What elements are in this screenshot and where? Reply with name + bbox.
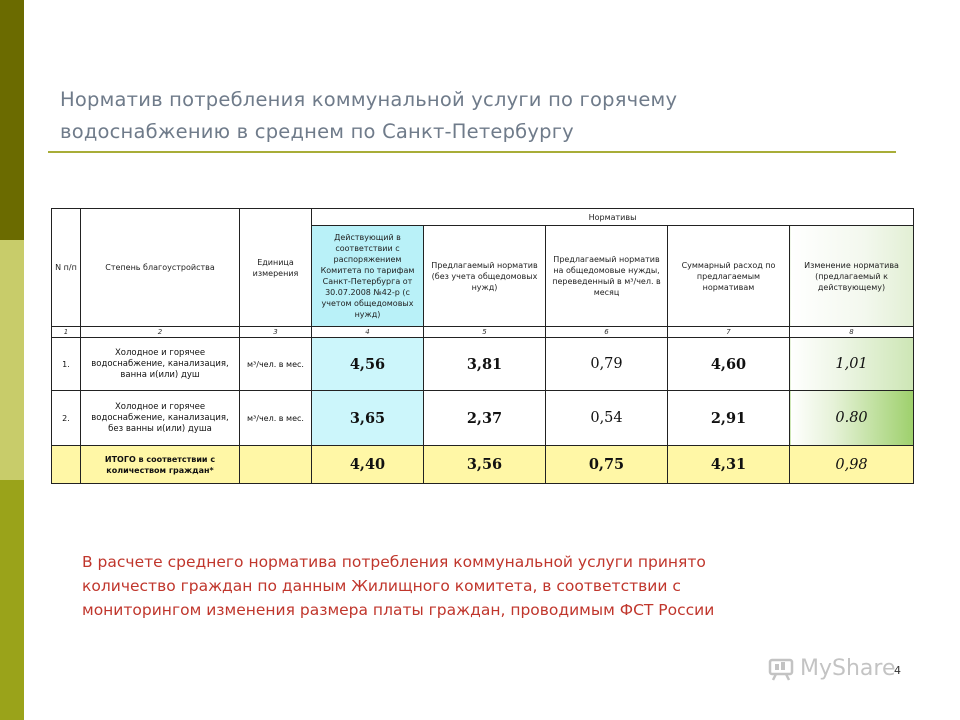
row-common-needs-norm: 0,54 — [546, 391, 668, 446]
footnote-line-3: мониторингом изменения размера платы граждан, проводимым ФСТ России — [82, 601, 715, 619]
col-number: 8 — [790, 327, 914, 338]
sidebar-band-middle — [0, 240, 24, 480]
sidebar-band-top — [0, 0, 24, 240]
watermark-text: MyShare — [800, 656, 896, 681]
col-number: 5 — [424, 327, 546, 338]
row-common-needs-norm: 0,79 — [546, 338, 668, 391]
slide-title-line-1: Норматив потребления коммунальной услуги по горячему — [60, 88, 678, 111]
sidebar-band-bottom — [0, 480, 24, 720]
footnote-line-1: В расчете среднего норматива потребления коммунальной услуги принято — [82, 553, 706, 571]
col-number: 6 — [546, 327, 668, 338]
row-number: 2. — [52, 391, 81, 446]
total-common-needs-norm: 0,75 — [546, 446, 668, 484]
table-row — [52, 338, 914, 391]
row-norm-change: 1,01 — [790, 338, 914, 391]
slide-title — [60, 84, 900, 148]
row-total-consumption: 4,60 — [668, 338, 790, 391]
total-consumption: 4,31 — [668, 446, 790, 484]
header-col7: Суммарный расход по предлагаемым нормативам — [668, 226, 790, 327]
col-number: 7 — [668, 327, 790, 338]
total-num-empty — [52, 446, 81, 484]
total-norm-change: 0,98 — [790, 446, 914, 484]
header-col4: Действующий в соответствии с распоряжением Комитета по тарифам Санкт-Петербурга от 30.07.2008 №42-р (с учетом общедомовых нужд) — [312, 226, 424, 327]
row-proposed-norm: 2,37 — [424, 391, 546, 446]
header-degree: Степень благоустройства — [81, 209, 240, 327]
row-degree: Холодное и горячее водоснабжение, канализация, без ванны и(или) душа — [81, 391, 240, 446]
table-row — [52, 391, 914, 446]
title-divider — [48, 151, 896, 153]
footnote-text — [82, 550, 882, 622]
col-number: 4 — [312, 327, 424, 338]
total-unit-empty — [240, 446, 312, 484]
header-col6: Предлагаемый норматив на общедомовые нужды, переведенный в м³/чел. в месяц — [546, 226, 668, 327]
row-degree: Холодное и горячее водоснабжение, канализация, ванна и(или) душ — [81, 338, 240, 391]
row-number: 1. — [52, 338, 81, 391]
col-number: 3 — [240, 327, 312, 338]
header-col5: Предлагаемый норматив (без учета общедомовых нужд) — [424, 226, 546, 327]
footnote-line-2: количество граждан по данным Жилищного комитета, в соответствии с — [82, 577, 681, 595]
row-norm-change: 0.80 — [790, 391, 914, 446]
column-number-row — [52, 327, 914, 338]
row-proposed-norm: 3,81 — [424, 338, 546, 391]
row-unit: м³/чел. в мес. — [240, 391, 312, 446]
row-current-norm: 4,56 — [312, 338, 424, 391]
row-total-consumption: 2,91 — [668, 391, 790, 446]
table-header-row-group — [52, 209, 914, 226]
header-unit: Единица измерения — [240, 209, 312, 327]
header-num: N п/п — [52, 209, 81, 327]
slide-title-line-2: водоснабжению в среднем по Санкт-Петербургу — [60, 120, 574, 143]
col-number: 1 — [52, 327, 81, 338]
header-col8: Изменение норматива (предлагаемый к действующему) — [790, 226, 914, 327]
norms-table — [51, 208, 914, 484]
page-number: 4 — [894, 664, 901, 677]
presentation-icon — [768, 657, 796, 681]
header-norms-group: Нормативы — [312, 209, 914, 226]
col-number: 2 — [81, 327, 240, 338]
total-current-norm: 4,40 — [312, 446, 424, 484]
total-label: ИТОГО в соответствии с количеством граждан* — [81, 446, 240, 484]
total-proposed-norm: 3,56 — [424, 446, 546, 484]
watermark-logo — [768, 656, 896, 681]
row-current-norm: 3,65 — [312, 391, 424, 446]
row-unit: м³/чел. в мес. — [240, 338, 312, 391]
total-row — [52, 446, 914, 484]
